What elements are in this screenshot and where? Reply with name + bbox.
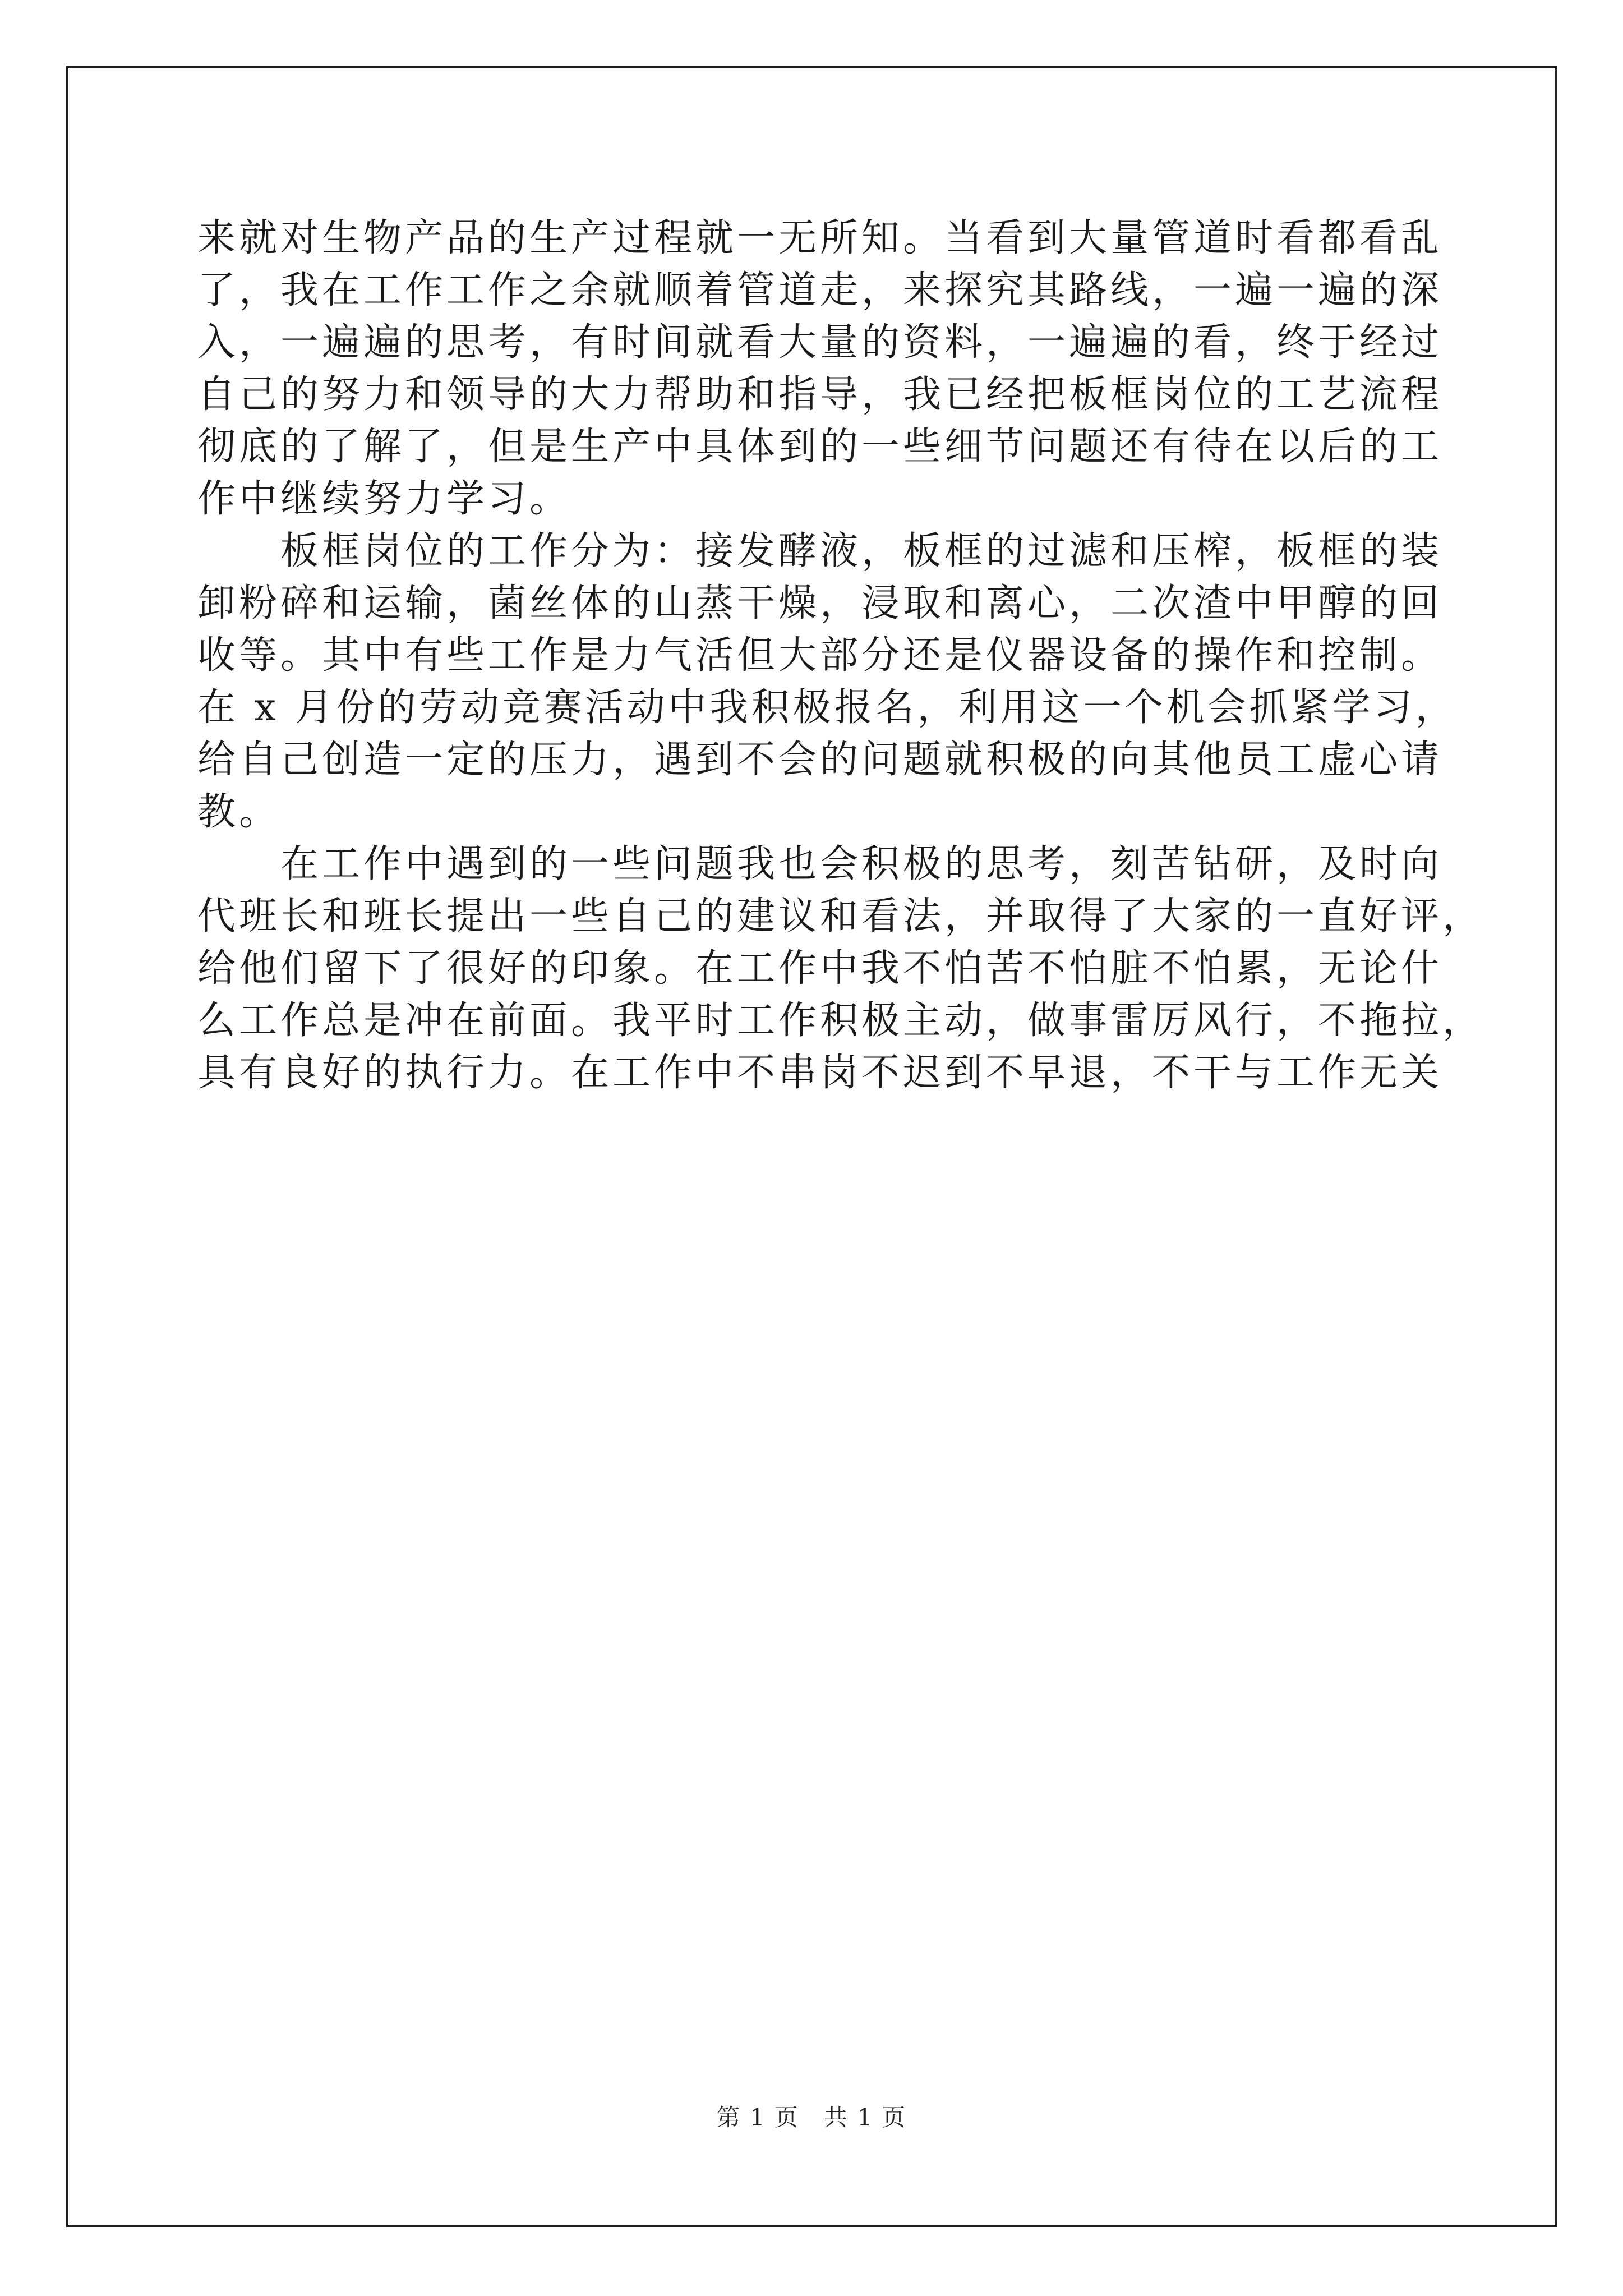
text-line: 卸粉碎和运输，菌丝体的山蒸干燥，浸取和离心，二次渣中甲醇的回	[197, 581, 1443, 625]
text-line: 入，一遍遍的思考，有时间就看大量的资料，一遍遍的看，终于经过	[197, 320, 1443, 365]
page-footer	[0, 2099, 1623, 2133]
text-line: 具有良好的执行力。在工作中不串岗不迟到不早退，不干与工作无关	[197, 1051, 1443, 1095]
text-line: 给他们留下了很好的印象。在工作中我不怕苦不怕脏不怕累，无论什	[197, 946, 1443, 991]
document-body	[197, 212, 1484, 1099]
text-line: 代班长和班长提出一些自己的建议和看法，并取得了大家的一直好评，	[197, 894, 1484, 938]
text-line: 板框岗位的工作分为：接发酵液，板框的过滤和压榨，板框的装	[197, 529, 1443, 573]
text-line: 么工作总是冲在前面。我平时工作积极主动，做事雷厉风行，不拖拉，	[197, 999, 1484, 1043]
text-line: 在工作中遇到的一些问题我也会积极的思考，刻苦钻研，及时向	[197, 842, 1443, 886]
page-number: 第 1 页	[716, 2104, 799, 2131]
text-line: 收等。其中有些工作是力气活但大部分还是仪器设备的操作和控制。	[197, 633, 1443, 678]
text-line: 作中继续努力学习。	[197, 477, 571, 521]
text-line: 教。	[197, 790, 281, 834]
text-line: 了，我在工作工作之余就顺着管道走，来探究其路线，一遍一遍的深	[197, 268, 1443, 312]
text-line: 在 x 月份的劳动竞赛活动中我积极报名，利用这一个机会抓紧学习，	[197, 685, 1457, 730]
text-line: 给自己创造一定的压力，遇到不会的问题就积极的向其他员工虚心请	[197, 738, 1443, 782]
page-total: 共 1 页	[824, 2104, 907, 2131]
text-line: 自己的努力和领导的大力帮助和指导，我已经把板框岗位的工艺流程	[197, 372, 1443, 417]
text-line: 彻底的了解了，但是生产中具体到的一些细节问题还有待在以后的工	[197, 425, 1443, 469]
text-line: 来就对生物产品的生产过程就一无所知。当看到大量管道时看都看乱	[197, 216, 1443, 260]
